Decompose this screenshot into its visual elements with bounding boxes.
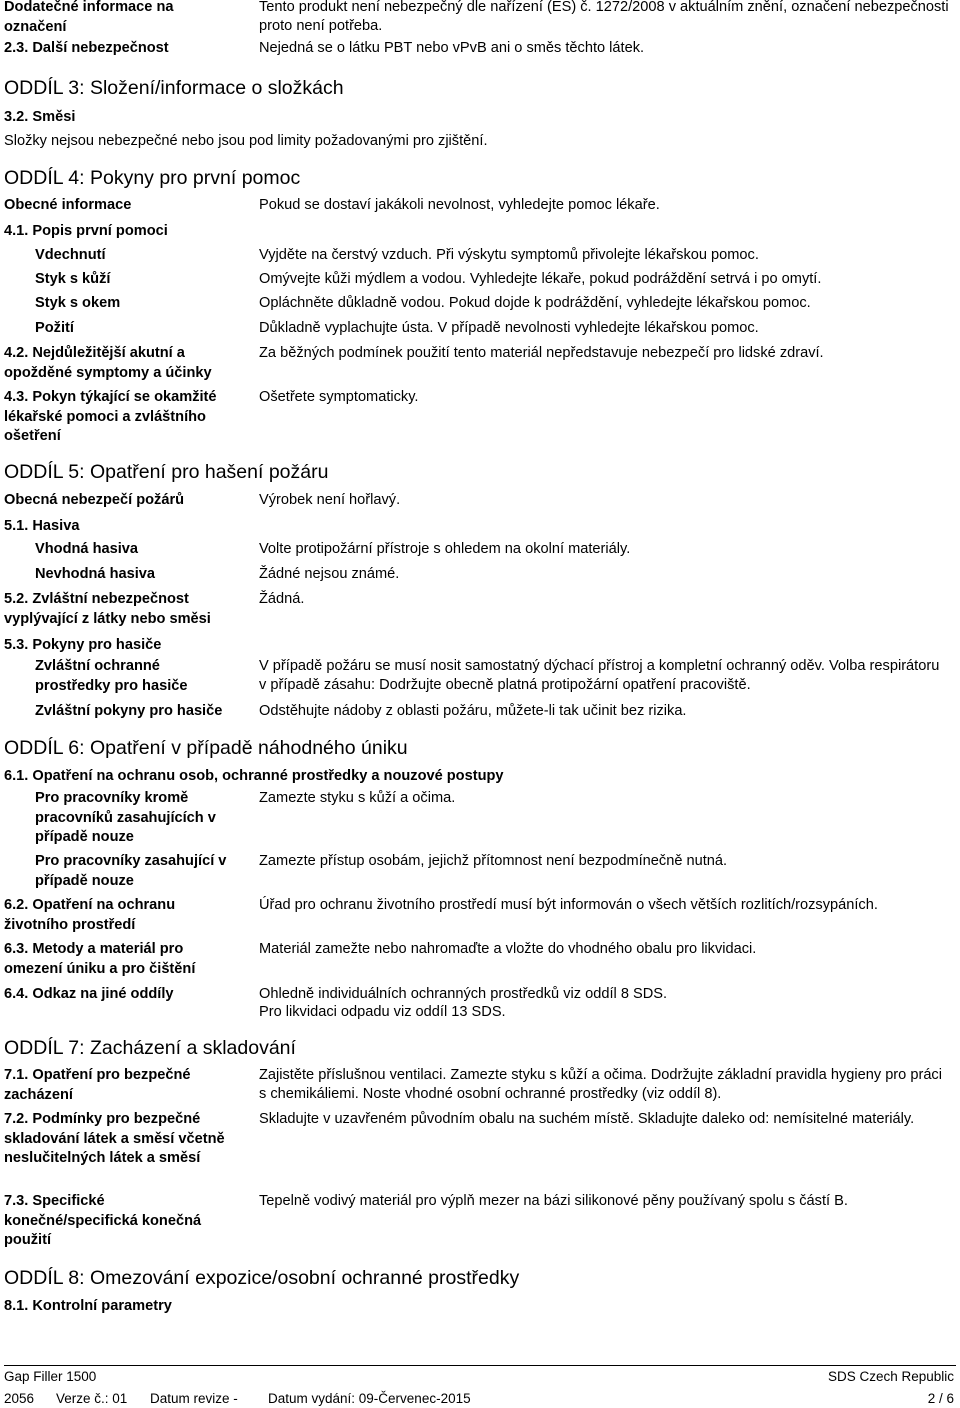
first-aid-desc-label: 4.1. Popis první pomoci — [4, 223, 168, 239]
protective-equipment-label: Zvláštní ochranné prostředky pro hasiče — [35, 658, 188, 694]
section-3-title: ODDÍL 3: Složení/informace o složkách — [4, 77, 344, 99]
ingestion-label: Požití — [35, 320, 74, 336]
other-hazards-label: 2.3. Další nebezpečnost — [4, 40, 169, 56]
extra-label-info-label: Dodatečné informace na označení — [4, 0, 174, 35]
suitable-media-label: Vhodná hasiva — [35, 541, 138, 557]
containment-methods-label: 6.3. Metody a materiál pro omezení úniku a pro čištění — [4, 941, 196, 977]
footer-product: Gap Filler 1500 — [4, 1369, 97, 1384]
special-hazards-value: Žádná. — [259, 591, 305, 607]
eye-contact-label: Styk s okem — [35, 295, 121, 311]
section-4-title: ODDÍL 4: Pokyny pro první pomoc — [4, 167, 301, 189]
non-emergency-label: Pro pracovníky kromě pracovníků zasahujících v případě nouze — [35, 790, 216, 845]
fire-hazards-label: Obecná nebezpečí požárů — [4, 492, 185, 508]
symptoms-value: Za běžných podmínek použití tento materiál nepředstavuje nebezpečí pro lidské zdraví. — [259, 345, 824, 361]
general-info-label: Obecné informace — [4, 197, 132, 213]
footer-page: 2 / 6 — [927, 1391, 954, 1406]
mixtures-text: Složky nejsou nebezpečné nebo jsou pod limity požadovanými pro zjištění. — [4, 133, 488, 149]
non-emergency-value: Zamezte styku s kůží a očima. — [259, 790, 456, 806]
firefighter-advice-label: 5.3. Pokyny pro hasiče — [4, 637, 162, 653]
general-info-value: Pokud se dostaví jakákoli nevolnost, vyhledejte pomoc lékaře. — [259, 197, 660, 213]
containment-methods-value: Materiál zamežte nebo nahromaďte a vložte do vhodného obalu pro likvidaci. — [259, 941, 757, 957]
end-use-value: Tepelně vodivý materiál pro výplň mezer na bázi silikonové pěny používaný spolu s částí B. — [259, 1193, 848, 1209]
safe-storage-label: 7.2. Podmínky pro bezpečné skladování látek a směsí včetně neslučitelných látek a směsí — [4, 1111, 225, 1166]
footer-code: 2056 — [4, 1391, 35, 1406]
extra-label-info-value: Tento produkt není nebezpečný dle nařízení (ES) č. 1272/2008 v aktuálním znění, označení nebezpečnosti proto není potřeba. — [259, 0, 949, 34]
inhalation-label: Vdechnutí — [35, 247, 106, 263]
fire-hazards-value: Výrobek není hořlavý. — [259, 492, 401, 508]
skin-contact-label: Styk s kůží — [35, 271, 111, 287]
other-sections-value-1: Ohledně individuálních ochranných prostředků viz oddíl 8 SDS. — [259, 986, 668, 1002]
section-6-title: ODDÍL 6: Opatření v případě náhodného úniku — [4, 737, 408, 759]
control-parameters-label: 8.1. Kontrolní parametry — [4, 1298, 172, 1314]
extinguishing-media-label: 5.1. Hasiva — [4, 518, 80, 534]
personal-precautions-label: 6.1. Opatření na ochranu osob, ochranné prostředky a nouzové postupy — [4, 768, 504, 784]
skin-contact-value: Omývejte kůži mýdlem a vodou. Vyhledejte lékaře, pokud podráždění setrvá i po omytí. — [259, 271, 822, 287]
section-5-title: ODDÍL 5: Opatření pro hašení požáru — [4, 461, 329, 483]
section-7-title: ODDÍL 7: Zacházení a skladování — [4, 1037, 296, 1059]
mixtures-subtitle: 3.2. Směsi — [4, 109, 76, 125]
ingestion-value: Důkladně vyplachujte ústa. V případě nevolnosti vyhledejte lékařskou pomoc. — [259, 320, 759, 336]
footer-country: SDS Czech Republic — [827, 1369, 954, 1384]
other-sections-label: 6.4. Odkaz na jiné oddíly — [4, 986, 174, 1002]
unsuitable-media-label: Nevhodná hasiva — [35, 566, 156, 582]
unsuitable-media-value: Žádné nejsou známé. — [259, 566, 400, 582]
safe-storage-value: Skladujte v uzavřeném původním obalu na suchém místě. Skladujte daleko od: nemísitelné materiály. — [259, 1111, 915, 1127]
environmental-precautions-value: Úřad pro ochranu životního prostředí musí být informován o všech větších rozlitích/rozsypáních. — [259, 897, 878, 913]
other-hazards-value: Nejedná se o látku PBT nebo vPvB ani o směs těchto látek. — [259, 40, 645, 56]
footer-version: Verze č.: 01 — [56, 1391, 128, 1406]
medical-attention-value: Ošetřete symptomaticky. — [259, 389, 419, 405]
footer-divider — [4, 1365, 956, 1366]
safe-handling-value: Zajistěte příslušnou ventilaci. Zamezte styku s kůží a očima. Dodržujte základní pravidla hygieny pro práci s chemikáliemi. Noste vhodné osobní ochranné prostředky (viz oddíl 8). — [259, 1067, 942, 1102]
section-8-title: ODDÍL 8: Omezování expozice/osobní ochranné prostředky — [4, 1267, 520, 1289]
emergency-responders-label: Pro pracovníky zasahující v případě nouze — [35, 853, 227, 889]
safe-handling-label: 7.1. Opatření pro bezpečné zacházení — [4, 1067, 191, 1103]
other-sections-value-2: Pro likvidaci odpadu viz oddíl 13 SDS. — [259, 1004, 506, 1020]
inhalation-value: Vyjděte na čerstvý vzduch. Při výskytu symptomů přivolejte lékařskou pomoc. — [259, 247, 759, 263]
protective-equipment-value: V případě požáru se musí nosit samostatný dýchací přístroj a kompletní ochranný oděv. Volba respirátoru v případě zásahu: Dodržujte obecně platná protipožární opatření pracoviště. — [259, 658, 940, 693]
emergency-responders-value: Zamezte přístup osobám, jejichž přítomnost není bezpodmínečně nutná. — [259, 853, 728, 869]
footer-issued: Datum vydání: 09-Červenec-2015 — [268, 1391, 471, 1406]
medical-attention-label: 4.3. Pokyn týkající se okamžité lékařské pomoci a zvláštního ošetření — [4, 389, 217, 444]
firefighting-procedures-value: Odstěhujte nádoby z oblasti požáru, můžete-li tak učinit bez rizika. — [259, 703, 687, 719]
symptoms-label: 4.2. Nejdůležitější akutní a opožděné symptomy a účinky — [4, 345, 212, 381]
firefighting-procedures-label: Zvláštní pokyny pro hasiče — [35, 703, 223, 719]
environmental-precautions-label: 6.2. Opatření na ochranu životního prostředí — [4, 897, 176, 933]
special-hazards-label: 5.2. Zvláštní nebezpečnost vyplývající z látky nebo směsi — [4, 591, 211, 627]
end-use-label: 7.3. Specifické konečné/specifická konečná použití — [4, 1193, 202, 1248]
suitable-media-value: Volte protipožární přístroje s ohledem na okolní materiály. — [259, 541, 631, 557]
footer-revision: Datum revize - — [150, 1391, 238, 1406]
eye-contact-value: Opláchněte důkladně vodou. Pokud dojde k podráždění, vyhledejte lékařskou pomoc. — [259, 295, 811, 311]
